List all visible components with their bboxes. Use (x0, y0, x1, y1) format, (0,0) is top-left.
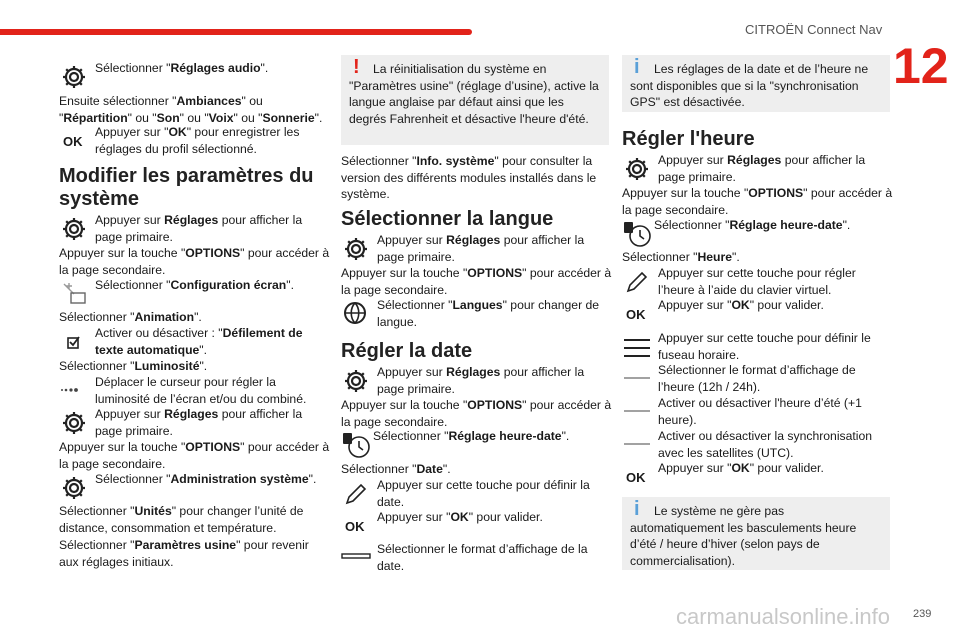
text: Sélectionner le format d’affichage de l’heure (12h / 24h). (658, 363, 856, 394)
settings-icon (341, 366, 375, 396)
paragraph: Appuyer sur la touche "OPTIONS" pour accéder à la page secondaire. (59, 440, 330, 471)
ok-icon: OK (626, 307, 646, 322)
warning-note (341, 55, 609, 145)
info-note-1 (622, 55, 890, 112)
datetime-icon (622, 219, 656, 249)
text: Appuyer sur Réglages pour afficher la page primaire. (95, 213, 303, 244)
menu-list-icon (622, 336, 656, 366)
brightness-slider-icon (59, 380, 93, 410)
text: Appuyer sur Réglages pour afficher la page primaire. (377, 233, 585, 264)
info-text: Les réglages de la date et de l’heure ne sont disponibles que si la "synchronisation GPS" est désactivée. (630, 62, 869, 109)
paragraph: Sélectionner "Luminosité". (59, 359, 208, 373)
header-red-bar (0, 29, 472, 35)
text: Sélectionner le format d’affichage de la date. (377, 542, 588, 573)
text: Appuyer sur cette touche pour définir la date. (377, 478, 590, 509)
watermark: carmanualsonline.info (676, 604, 891, 629)
section-heading-date: Régler la date (341, 340, 473, 362)
paragraph: Sélectionner "Heure". (622, 250, 740, 264)
settings-icon (59, 62, 93, 92)
line-icon (341, 551, 375, 581)
pencil-icon (622, 269, 656, 299)
chapter-number: 12 (893, 38, 949, 94)
text: Activer ou désactiver l'heure d’été (+1 heure). (658, 396, 862, 427)
section-heading-time: Régler l'heure (622, 128, 755, 150)
line-icon (622, 440, 656, 470)
paragraph: Sélectionner "Info. système" pour consulter la version des différents modules installés dans le système. (341, 154, 597, 201)
text: Appuyer sur cette touche pour régler l’heure à l’aide du clavier virtuel. (658, 266, 856, 297)
paragraph: Appuyer sur la touche "OPTIONS" pour accéder à la page secondaire. (341, 398, 612, 429)
ok-icon: OK (626, 470, 646, 485)
datetime-icon (341, 430, 375, 460)
paragraph: Sélectionner "Date". (341, 462, 451, 476)
text: Appuyer sur Réglages pour afficher la page primaire. (377, 365, 585, 396)
paragraph: Appuyer sur la touche "OPTIONS" pour accéder à la page secondaire. (341, 266, 612, 297)
settings-icon (59, 214, 93, 244)
ok-icon: OK (63, 134, 83, 149)
text: Appuyer sur "OK" pour valider. (658, 298, 824, 312)
section-heading-system: Modifier les paramètres du système (59, 165, 314, 210)
line-icon (622, 407, 656, 437)
paragraph: Sélectionner "Animation". (59, 310, 202, 324)
settings-icon (341, 234, 375, 264)
header-title: CITROËN Connect Nav (745, 22, 883, 37)
text: Activer ou désactiver la synchronisation avec les satellites (UTC). (658, 429, 873, 460)
display-config-icon (59, 279, 93, 309)
text: Sélectionner "Réglage heure-date". (654, 218, 851, 232)
text: Sélectionner "Administration système". (95, 472, 317, 486)
paragraph: Appuyer sur la touche "OPTIONS" pour accéder à la page secondaire. (59, 246, 330, 277)
paragraph: Appuyer sur la touche "OPTIONS" pour accéder à la page secondaire. (622, 186, 893, 217)
text: Appuyer sur "OK" pour valider. (658, 461, 824, 475)
info-text: Le système ne gère pas automatiquement les basculements heure d’été / heure d’hiver (selon pays de commercialisation). (630, 504, 857, 568)
text: Appuyer sur "OK" pour valider. (377, 510, 543, 524)
text: Appuyer sur cette touche pour définir le fuseau horaire. (658, 331, 871, 362)
info-icon: i (634, 56, 640, 78)
info-icon: i (634, 498, 640, 520)
text: Sélectionner "Réglage heure-date". (373, 429, 570, 443)
line-icon (622, 374, 656, 404)
text: Sélectionner "Langues" pour changer de langue. (377, 298, 600, 329)
text: Sélectionner "Réglages audio". (95, 61, 269, 75)
paragraph: Sélectionner "Unités" pour changer l’unité de distance, consommation et température. (59, 504, 304, 535)
warning-icon: ! (353, 56, 360, 78)
text: Appuyer sur "OK" pour enregistrer les réglages du profil sélectionné. (95, 125, 300, 156)
ok-icon: OK (345, 519, 365, 534)
text: Appuyer sur Réglages pour afficher la page primaire. (658, 153, 866, 184)
text: Activer ou désactiver : "Défilement de texte automatique". (95, 326, 303, 357)
system-admin-icon (59, 473, 93, 503)
warning-text: La réinitialisation du système en "Paramètres usine" (réglage d’usine), active la langue anglaise par défaut ainsi que les degrés Fahrenheit et désactive l'heure d'été. (349, 62, 599, 126)
text: Déplacer le curseur pour régler la luminosité de l’écran et/ou du combiné. (95, 375, 307, 406)
settings-icon (622, 154, 656, 184)
page-number: 239 (913, 608, 932, 620)
section-heading-language: Sélectionner la langue (341, 208, 554, 230)
paragraph: Ensuite sélectionner "Ambiances" ou "Répartition" ou "Son" ou "Voix" ou "Sonnerie". (59, 94, 323, 125)
settings-icon (59, 408, 93, 438)
paragraph: Sélectionner "Paramètres usine" pour revenir aux réglages initiaux. (59, 538, 309, 569)
info-note-2 (622, 497, 890, 570)
pencil-icon (341, 481, 375, 511)
text: Appuyer sur Réglages pour afficher la page primaire. (95, 407, 303, 438)
text: Sélectionner "Configuration écran". (95, 278, 294, 292)
language-icon (341, 299, 375, 329)
